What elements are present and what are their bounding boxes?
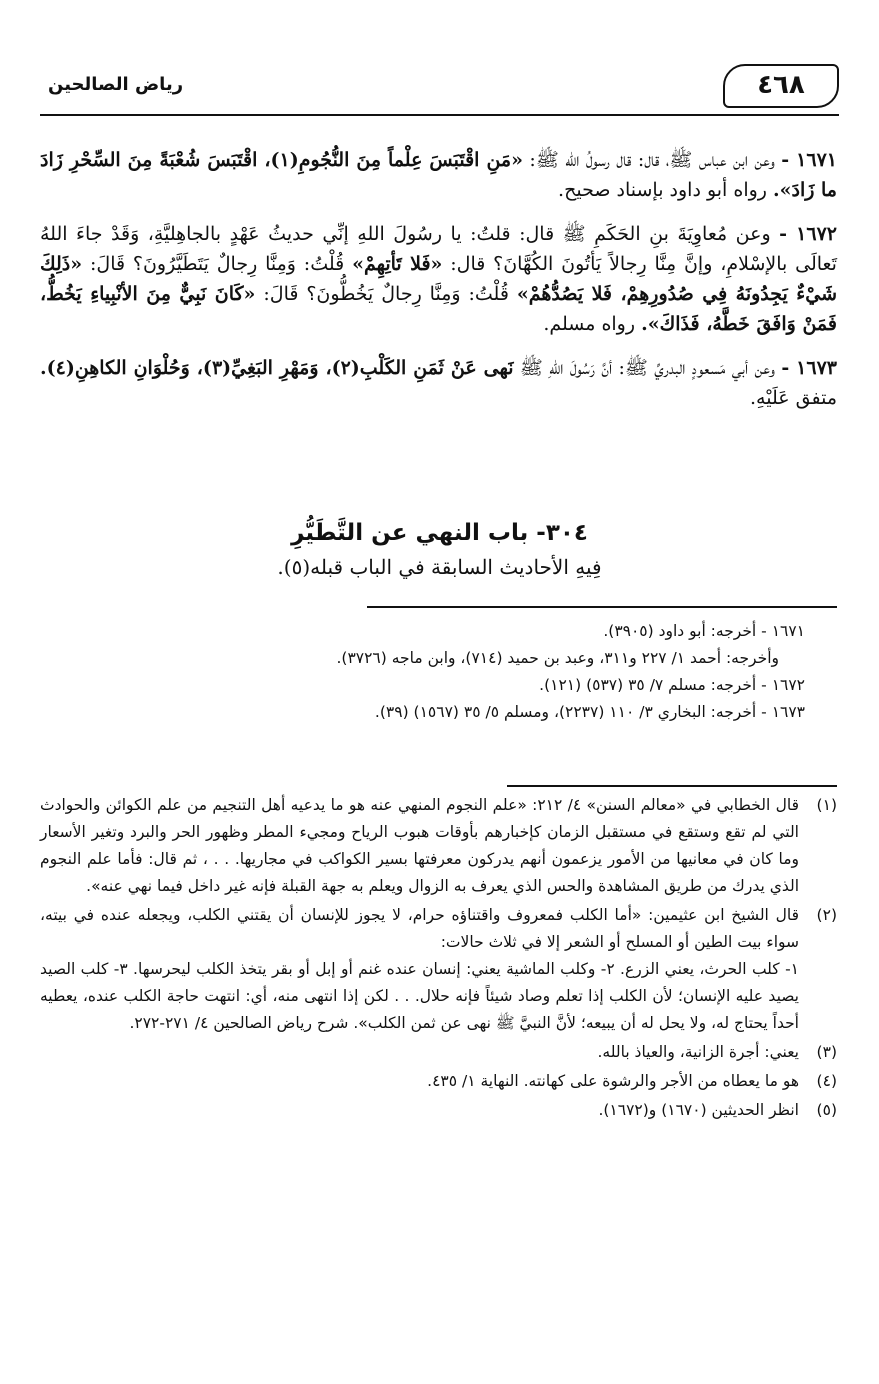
hadith-number: ١٦٧٢ - [779,223,837,245]
hadith-grading: متفق عَلَيْهِ. [750,387,837,409]
footnote-number: (٣) [816,1043,837,1061]
section-divider [367,606,837,608]
hadith-number: ١٦٧٣ - [781,357,837,379]
hadith-text: قُلْتُ: وَمِنَّا رِجالٌ يَتَطَيَّرُونَ؟ قَالَ: [89,253,345,275]
footnote-number: (٥) [816,1101,837,1119]
hadith-quote: نَهى عَنْ ثَمَنِ الكَلْبِ(٢)، وَمَهْرِ البَغِيِّ(٣)، وَحُلْوَانِ الكاهِنِ(٤). [40,357,514,379]
page-number: ٤٦٨ [723,64,839,108]
chapter-subtitle: فِيهِ الأحاديث السابقة في الباب قبله(٥). [277,555,602,579]
footnote-text: ١- كلب الحرث، يعني الزرع. ٢- وكلب الماشية يعني: إنسان عنده غنم أو إبل أو بقر يتخذ الكلب ليحرسها. ٣- كلب الصيد يصيد عليه الإنسان؛ لأن الكلب إذا تعلم وصاد شيئاً فإنه حلال. . . لكن إذا انتهى منه، أي: انتهت حاجة الكلب عنده، يعطيه أحداً يحتاج له، ولا يحل له أن يبيعه؛ لأنَّ النبيَّ ﷺ نهى عن ثمن الكلب». شرح رياض الصالحين ٤/ ٢٧١-٢٧٢. [40,960,799,1032]
hadith-text: وعن مُعاوِيَةَ بنِ الحَكَمِ ﷺ قال: قلتُ: يا رسُولَ اللهِ إنِّي حديثُ عَهْدٍ بالجاهِليَّةِ، وَقَدْ جاءَ اللهُ تَعالَى بالإسْلامِ، وإنَّ مِنَّا رِجالاً يَأتُونَ الكُهَّانَ؟ قال: [40,223,837,275]
hadith-number: ١٦٧١ - [781,149,837,171]
footnote-5 [40,1097,837,1124]
footnote-text: قال الخطابي في «معالم السنن» ٤/ ٢١٢: «علم النجوم المنهي عنه هو ما يدعيه أهل التنجيم من علم الكوائن والحوادث التي لم تقع وستقع في مستقبل الزمان كإخبارهم بأوقات هبوب الرياح ومجيء المطر وظهور الحر والبرد وتغير الأسعار وما كان في معانيها من الأمور يزعمون أنهم يدركون معرفتها بسير الكواكب في مجاريها. . . ، ثم قال: فأما علم النجوم الذي يدرك من طريق المشاهدة والحس الذي يعرف به الزوال ويعلم به جهة القبلة فإنه غير داخل فيما نهي عنه». [40,796,799,895]
hadith-quote: «ذَلِكَ شَيْءٌ يَجِدُونَهُ فِي صُدُورِهِمْ، فَلا يَصُدُّهُمْ» [40,253,838,305]
book-title: رياض الصالحين [48,74,184,95]
footnote-text: قال الشيخ ابن عثيمين: «أما الكلب فمعروف واقتناؤه حرام، لا يجوز للإنسان أن يقتني الكلب، ويجعله عنده في بيته، سواء بيت الطين أو المسلح أو الشعر إلا في ثلاث حالات: [40,906,799,951]
footnote-1 [40,792,837,900]
hadith-text: وعن أبي مَسعودٍ البدريِّ ﷺ: أنَّ رَسُولَ اللهِ ﷺ [519,357,775,379]
hadith-grading: رواه مسلم. [543,313,636,335]
footnote-number: (١) [816,796,837,814]
takhrij-section [40,618,837,726]
footnote-number: (٤) [816,1072,837,1090]
footnote-divider [507,785,837,787]
takhrij-line: ١٦٧١ - أخرجه: أبو داود (٣٩٠٥). [603,622,805,640]
hadith-text: قُلْتُ: وَمِنَّا رِجالٌ يَخُطُّونَ؟ قَالَ: [263,283,509,305]
takhrij-line: ١٦٧٣ - أخرجه: البخاري ٣/ ١١٠ (٢٢٣٧)، ومسلم ٥/ ٣٥ (١٥٦٧) (٣٩). [374,703,805,721]
hadith-text: وعن ابن عباس ﷺ، قال: قال رسولُ الله ﷺ: [529,149,775,171]
footnote-4 [40,1068,837,1095]
hadith-1672 [40,219,837,339]
chapter-title: ٣٠٤- باب النهي عن التَّطَيُّرِ [291,520,588,546]
hadith-quote: «فَلا تَأتِهِمْ» [352,253,443,275]
footnote-text: هو ما يعطاه من الأجر والرشوة على كهانته. النهاية ١/ ٤٣٥. [427,1072,799,1090]
hadith-section [40,145,837,427]
hadith-quote: «كَانَ نَبِيٌّ مِنَ الأنْبِياءِ يَخُطُّ، فَمَنْ وَافَقَ خَطَّهُ، فَذَاكَ». [40,283,837,335]
footnote-text: انظر الحديثين (١٦٧٠) و(١٦٧٢). [598,1101,799,1119]
hadith-quote: «مَنِ اقْتَبَسَ عِلْماً مِنَ النُّجُومِ(١)، اقْتَبَسَ شُعْبَةً مِنَ السِّحْرِ زَادَ ما زَادَ». [40,149,837,201]
page-header [40,58,839,118]
footnote-number: (٢) [816,906,837,924]
footnote-2 [40,902,837,1037]
footnotes [40,792,837,1126]
footnote-text: يعني: أجرة الزانية، والعياذ بالله. [597,1043,799,1061]
hadith-1671 [40,145,837,205]
hadith-grading: رواه أبو داود بإسناد صحيح. [558,179,767,201]
takhrij-line: ١٦٧٢ - أخرجه: مسلم ٧/ ٣٥ (٥٣٧) (١٢١). [539,676,805,694]
hadith-1673 [40,353,837,413]
takhrij-line: وأخرجه: أحمد ١/ ٢٢٧ و٣١١، وعبد بن حميد (٧١٤)، وابن ماجه (٣٧٢٦). [336,649,779,667]
header-rule [40,114,839,116]
footnote-3 [40,1039,837,1066]
